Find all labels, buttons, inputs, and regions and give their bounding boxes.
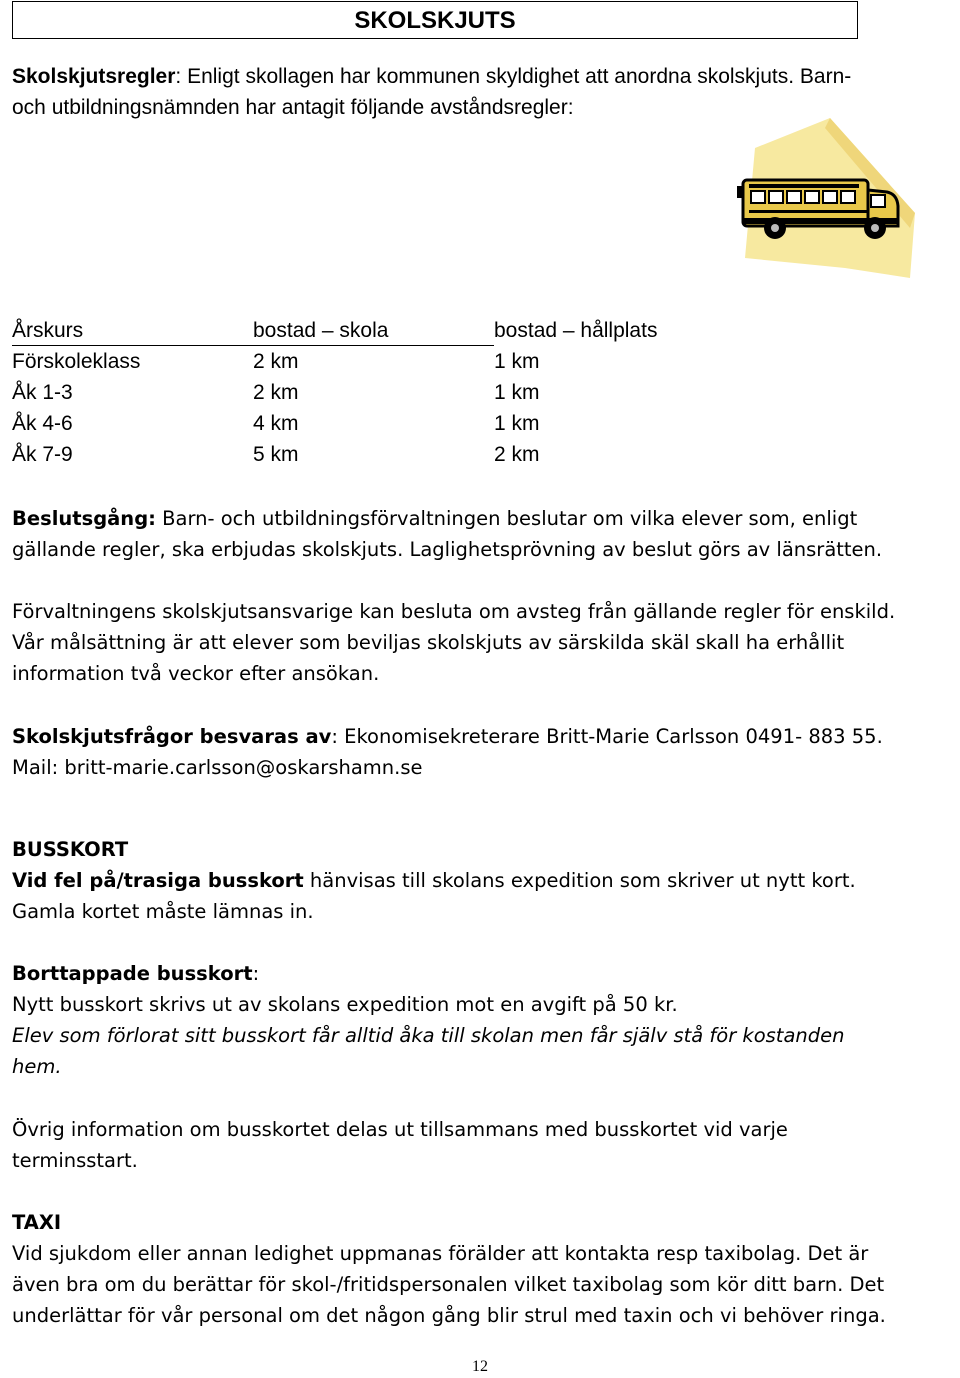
table-header-cell: bostad – skola: [253, 319, 389, 342]
table-cell: Förskoleklass: [12, 350, 141, 373]
busskort-fel-line-1: [12, 865, 856, 896]
busskort-fel-line-2: Gamla kortet måste lämnas in.: [12, 900, 314, 923]
beslut-line-1: [12, 503, 857, 534]
borttappade-label: Borttappade busskort: [12, 962, 253, 985]
beslut-label: Beslutsgång:: [12, 507, 156, 530]
borttappade-line: Nytt busskort skrivs ut av skolans expedition mot en avgift på 50 kr.: [12, 993, 678, 1016]
school-bus-illustration: [735, 118, 915, 288]
table-cell: 1 km: [494, 381, 540, 404]
table-cell: 2 km: [494, 443, 540, 466]
table-cell: 2 km: [253, 381, 299, 404]
table-cell: 5 km: [253, 443, 299, 466]
taxi-heading-text: TAXI: [12, 1211, 62, 1234]
forvaltning-line-3: information två veckor efter ansökan.: [12, 662, 380, 685]
beslut-line-2: gällande regler, ska erbjudas skolskjuts. Laglighetsprövning av beslut görs av länsrätten.: [12, 538, 883, 561]
elev-line-1: [12, 1020, 844, 1051]
taxi-line-2: även bra om du berättar för skol-/fritidspersonalen vilket taxibolag som kör ditt barn. Det: [12, 1273, 885, 1296]
table-cell: Åk 7-9: [12, 443, 73, 466]
elev-text-1: Elev som förlorat sitt busskort får alltid åka till skolan men får själv stå för kostanden: [12, 1024, 845, 1047]
busskort-fel-label: Vid fel på/trasiga busskort: [12, 869, 304, 892]
elev-text-2: hem.: [12, 1055, 62, 1078]
forvaltning-line-1: Förvaltningens skolskjutsansvarige kan besluta om avsteg från gällande regler för enskild.: [12, 600, 896, 623]
elev-line-2: [12, 1051, 62, 1082]
fragor-line-1: [12, 721, 883, 752]
ovrig-line-1: Övrig information om busskortet delas ut tillsammans med busskortet vid varje: [12, 1118, 788, 1141]
table-header-cell: bostad – hållplats: [494, 319, 658, 342]
busskort-heading: [12, 834, 128, 865]
table-cell: Åk 4-6: [12, 412, 73, 435]
borttappade-colon: :: [252, 962, 260, 985]
intro-label: Skolskjutsregler: [12, 65, 176, 88]
busskort-heading-text: BUSSKORT: [12, 838, 129, 861]
taxi-line-1: Vid sjukdom eller annan ledighet uppmanas förälder att kontakta resp taxibolag. Det är: [12, 1242, 869, 1265]
beslut-text-1: Barn- och utbildningsförvaltningen beslutar om vilka elever som, enligt: [155, 507, 858, 530]
table-cell: 1 km: [494, 412, 540, 435]
page-title: SKOLSKJUTS: [12, 1, 858, 39]
busskort-fel-text: hänvisas till skolans expedition som skriver ut nytt kort.: [303, 869, 856, 892]
intro-line-1: [12, 61, 851, 92]
table-header-cell: Årskurs: [12, 319, 84, 342]
table-cell: Åk 1-3: [12, 381, 73, 404]
table-cell: 2 km: [253, 350, 299, 373]
borttappade-heading: [12, 958, 259, 989]
ovrig-line-2: terminsstart.: [12, 1149, 138, 1172]
fragor-email: Mail: britt-marie.carlsson@oskarshamn.se: [12, 756, 423, 779]
fragor-label: Skolskjutsfrågor besvaras av: [12, 725, 332, 748]
taxi-line-3: underlättar för vår personal om det någon gång blir strul med taxin och vi behöver ringa.: [12, 1304, 886, 1327]
forvaltning-line-2: Vår målsättning är att elever som beviljas skolskjuts av särskilda skäl skall ha erhållit: [12, 631, 845, 654]
taxi-heading: [12, 1207, 61, 1238]
page-number: 12: [472, 1358, 488, 1375]
intro-line-2: och utbildningsnämnden har antagit följande avståndsregler:: [12, 96, 574, 119]
fragor-text-1: : Ekonomisekreterare Britt-Marie Carlsson 0491- 883 55.: [331, 725, 883, 748]
table-cell: 1 km: [494, 350, 540, 373]
intro-text-1: : Enligt skollagen har kommunen skyldighet att anordna skolskjuts. Barn-: [175, 65, 852, 88]
table-cell: 4 km: [253, 412, 299, 435]
